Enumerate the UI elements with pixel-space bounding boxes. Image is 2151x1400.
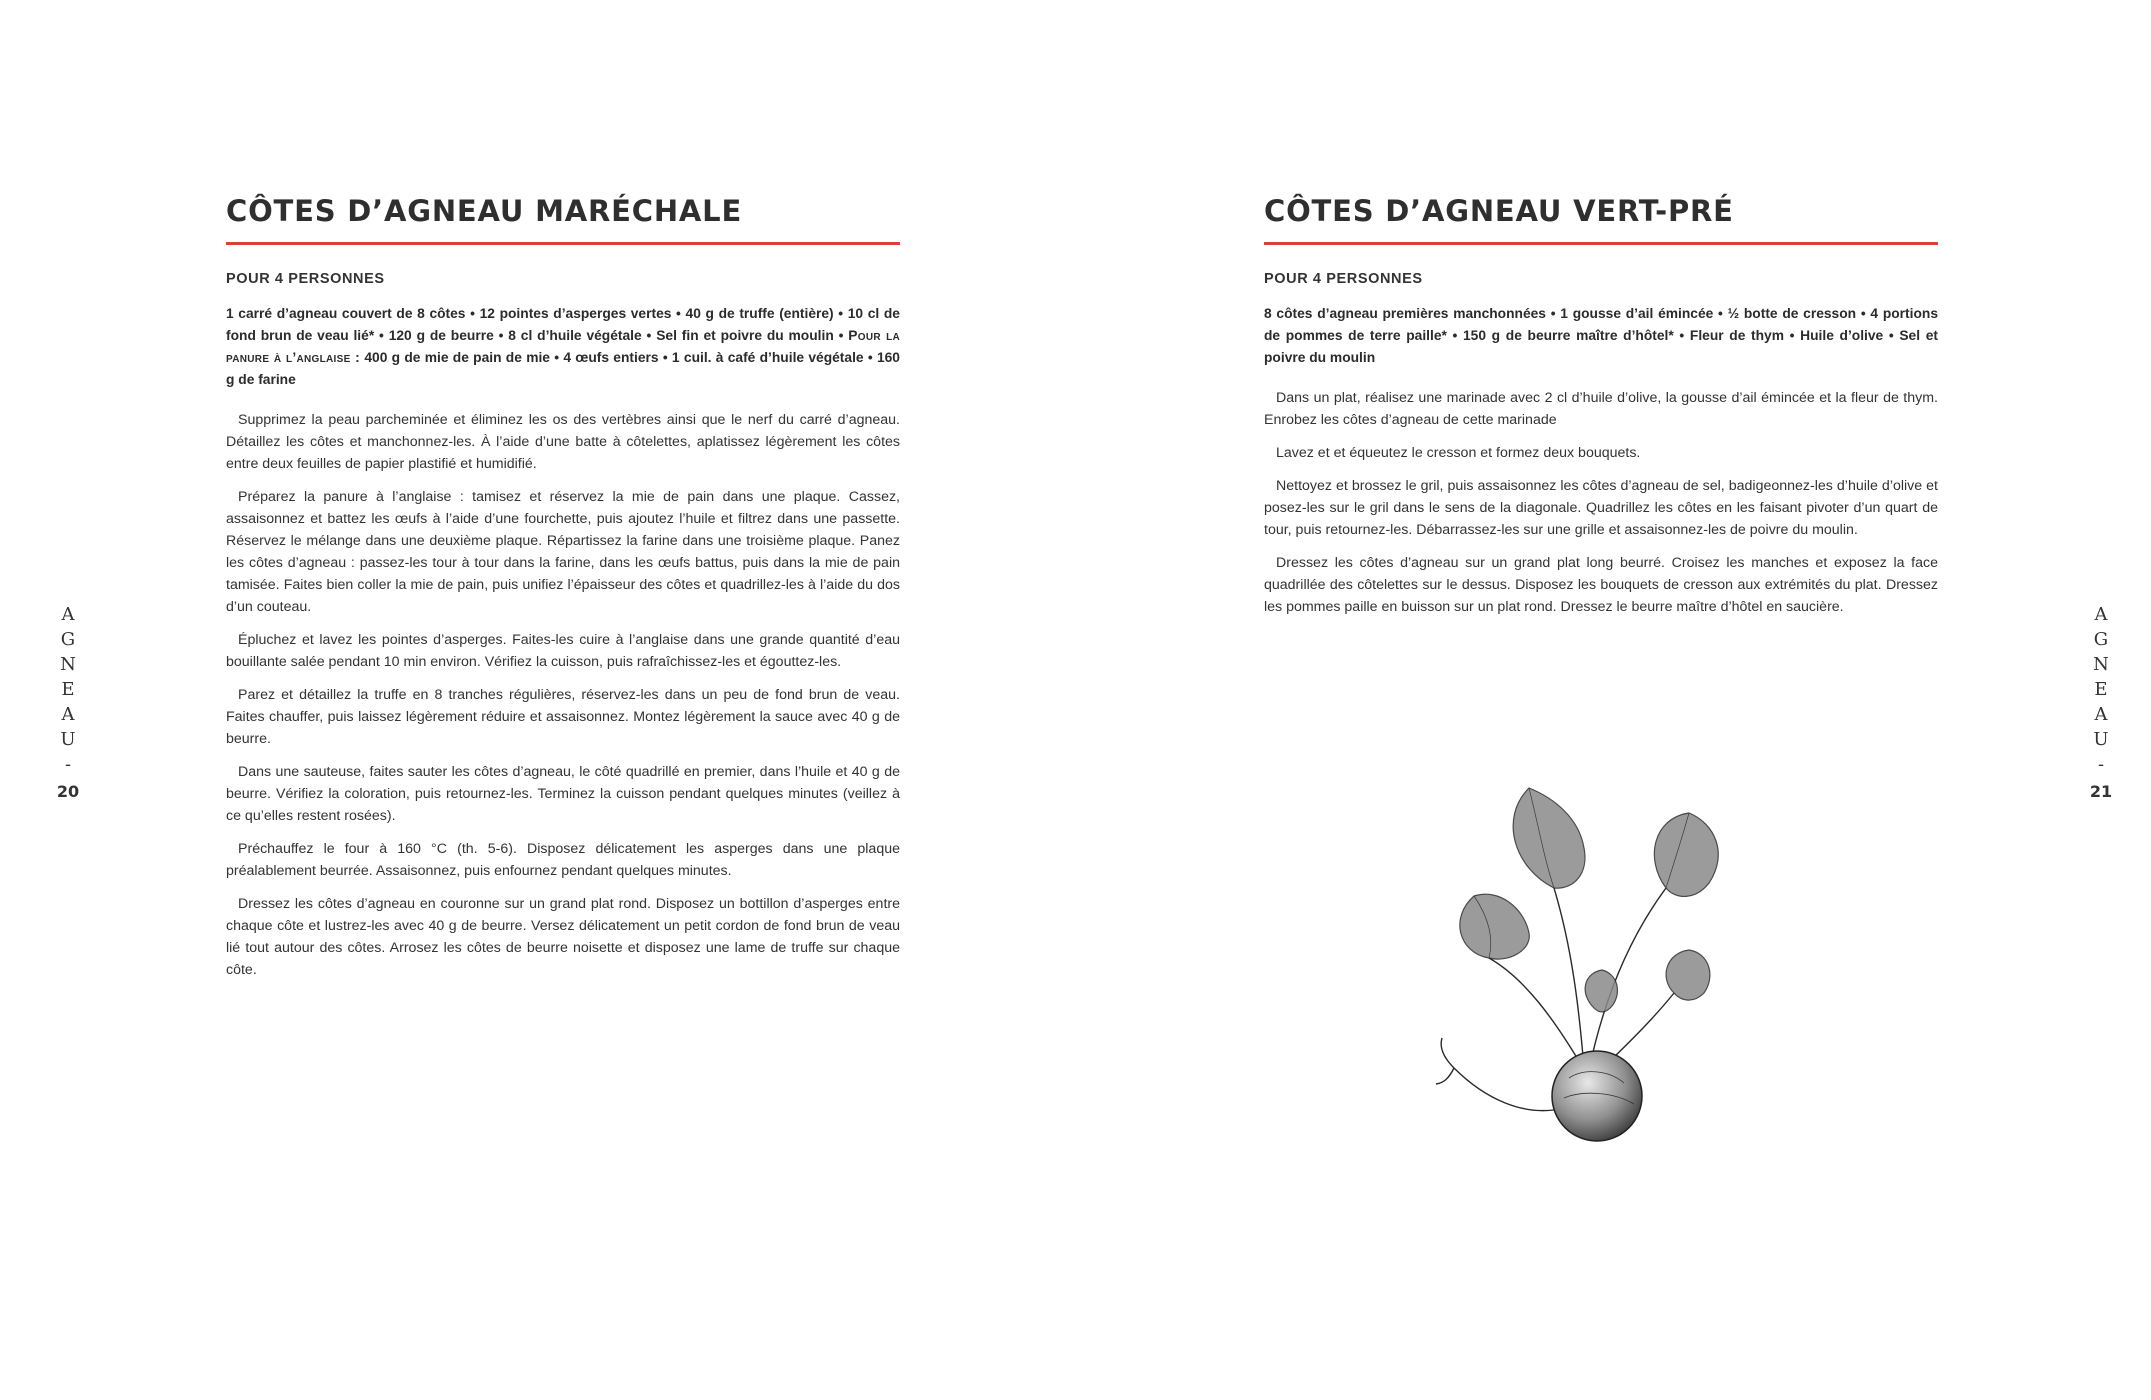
side-letter: G xyxy=(2093,629,2109,650)
side-letter: U xyxy=(60,729,76,750)
side-letter: A xyxy=(61,604,75,625)
left-page xyxy=(0,0,1075,1400)
step-5: Dans une sauteuse, faites sauter les côtes d’agneau, le côté quadrillé en premier, dans l’huile et 40 g de beurre. Vérifiez la coloration, puis retournez-les. Terminez la cuisson pendant quelques minutes (veillez à ce qu’elles restent rosées). xyxy=(226,763,900,824)
chapter-side-label xyxy=(2086,602,2116,804)
step-4: Dressez les côtes d’agneau sur un grand plat long beurré. Croisez les manches et exposez la face quadrillée des côtelettes sur le dessus. Disposez les bouquets de cresson aux extrémités du plat. Dressez les pommes paille en buisson sur un plat rond. Dressez le beurre maître d’hôtel en saucière. xyxy=(1264,554,1938,615)
step-4: Parez et détaillez la truffe en 8 tranches régulières, réservez-les dans un peu de fond brun de veau. Faites chauffer, puis laissez légèrement réduire et assaisonnez. Montez légèrement la sauce avec 40 g de beurre. xyxy=(226,686,900,747)
step-2: Lavez et et équeutez le cresson et formez deux bouquets. xyxy=(1276,444,1641,461)
side-letter: A xyxy=(2094,704,2108,725)
side-letter: A xyxy=(2094,604,2108,625)
recipe-title: CÔTES D’AGNEAU MARÉCHALE xyxy=(226,196,900,245)
servings: POUR 4 PERSONNES xyxy=(1264,270,1423,287)
side-letter: N xyxy=(2093,654,2109,675)
ingredients-main: 1 carré d’agneau couvert de 8 côtes • 12 pointes d’asperges vertes • 40 g de truffe (entière) • 10 cl de fond brun de veau lié* • 120 g de beurre • 8 cl d’huile végétale • Sel fin et poivre du moulin • xyxy=(226,305,900,343)
ingredients-list: 8 côtes d’agneau premières manchonnées • 1 gousse d’ail émincée • ½ botte de cresson • 4 portions de pommes de terre paille* • 150 g de beurre maître d’hôtel* • Fleur de thym • Huile d’olive • Sel et poivre du moulin xyxy=(1264,305,1938,365)
servings: POUR 4 PERSONNES xyxy=(226,270,385,287)
side-letter: U xyxy=(2093,729,2109,750)
step-2: Préparez la panure à l’anglaise : tamisez et réservez la mie de pain dans une plaque. Cassez, assaisonnez et battez les œufs à l’aide d’une fourchette, puis ajoutez l’huile et filtrez dans une passette. Réservez le mélange dans une deuxième plaque. Répartissez la farine dans une troisième plaque. Panez les côtes d’agneau : passez-les tour à tour dans la farine, dans les œufs battus, puis dans la mie de pain tamisée. Faites bien coller la mie de pain, puis unifiez l’épaisseur des côtes et quadrillez-les à l’aide du dos d’un couteau. xyxy=(226,488,900,615)
page-number: 20 xyxy=(56,782,80,801)
step-3: Nettoyez et brossez le gril, puis assaisonnez les côtes d’agneau de sel, badigeonnez-les d’huile d’olive et posez-les sur le gril dans le sens de la diagonale. Quadrillez les côtes en les faisant pivoter d’un quart de tour, puis retournez-les. Débarrassez-les sur une grille et assaisonnez-les de poivre du moulin. xyxy=(1264,477,1938,538)
radish-illustration-icon xyxy=(1404,778,1804,1158)
step-1: Supprimez la peau parcheminée et éliminez les os des vertèbres ainsi que le nerf du carré d’agneau. Détaillez les côtes et manchonnez-les. À l’aide d’une batte à côtelettes, aplatissez légèrement les côtes entre deux feuilles de papier plastifié et humidifié. xyxy=(226,411,900,472)
step-6: Préchauffez le four à 160 °C (th. 5-6). Disposez délicatement les asperges dans une plaque préalablement beurrée. Assaisonnez, puis enfournez pendant quelques minutes. xyxy=(226,840,900,879)
page-number: 21 xyxy=(2089,782,2113,801)
step-7: Dressez les côtes d’agneau en couronne sur un grand plat rond. Disposez un bottillon d’asperges entre chaque côte et lustrez-les avec 40 g de beurre. Versez délicatement un petit cordon de fond brun de veau lié tout autour des côtes. Arrosez les côtes de beurre noisette et disposez une lame de truffe sur chaque côte. xyxy=(226,895,900,978)
step-3: Épluchez et lavez les pointes d’asperges. Faites-les cuire à l’anglaise dans une grande quantité d’eau bouillante salée pendant 10 min environ. Vérifiez la cuisson, puis rafraîchissez-les et égouttez-les. xyxy=(226,631,900,670)
side-letter: - xyxy=(2097,754,2105,775)
side-letter: A xyxy=(61,704,75,725)
side-letter: N xyxy=(60,654,76,675)
recipe-marechale xyxy=(226,196,900,992)
ingredients-sub-label: Pour la panure à l’anglaise : xyxy=(226,327,900,365)
side-letter: E xyxy=(61,679,75,700)
recipe-title: CÔTES D’AGNEAU VERT-PRÉ xyxy=(1264,196,1938,245)
side-letter: G xyxy=(60,629,76,650)
ingredients-list xyxy=(226,303,900,391)
side-letter: - xyxy=(64,754,72,775)
step-1: Dans un plat, réalisez une marinade avec 2 cl d’huile d’olive, la gousse d’ail émincée et la fleur de thym. Enrobez les côtes d’agneau de cette marinade xyxy=(1264,389,1938,428)
right-page xyxy=(1076,0,2151,1400)
recipe-vert-pre xyxy=(1264,196,1938,629)
ingredients-sub: 400 g de mie de pain de mie • 4 œufs entiers • 1 cuil. à café d’huile végétale • 160 g de farine xyxy=(226,349,900,387)
side-letter: E xyxy=(2094,679,2108,700)
chapter-side-label xyxy=(53,602,83,804)
